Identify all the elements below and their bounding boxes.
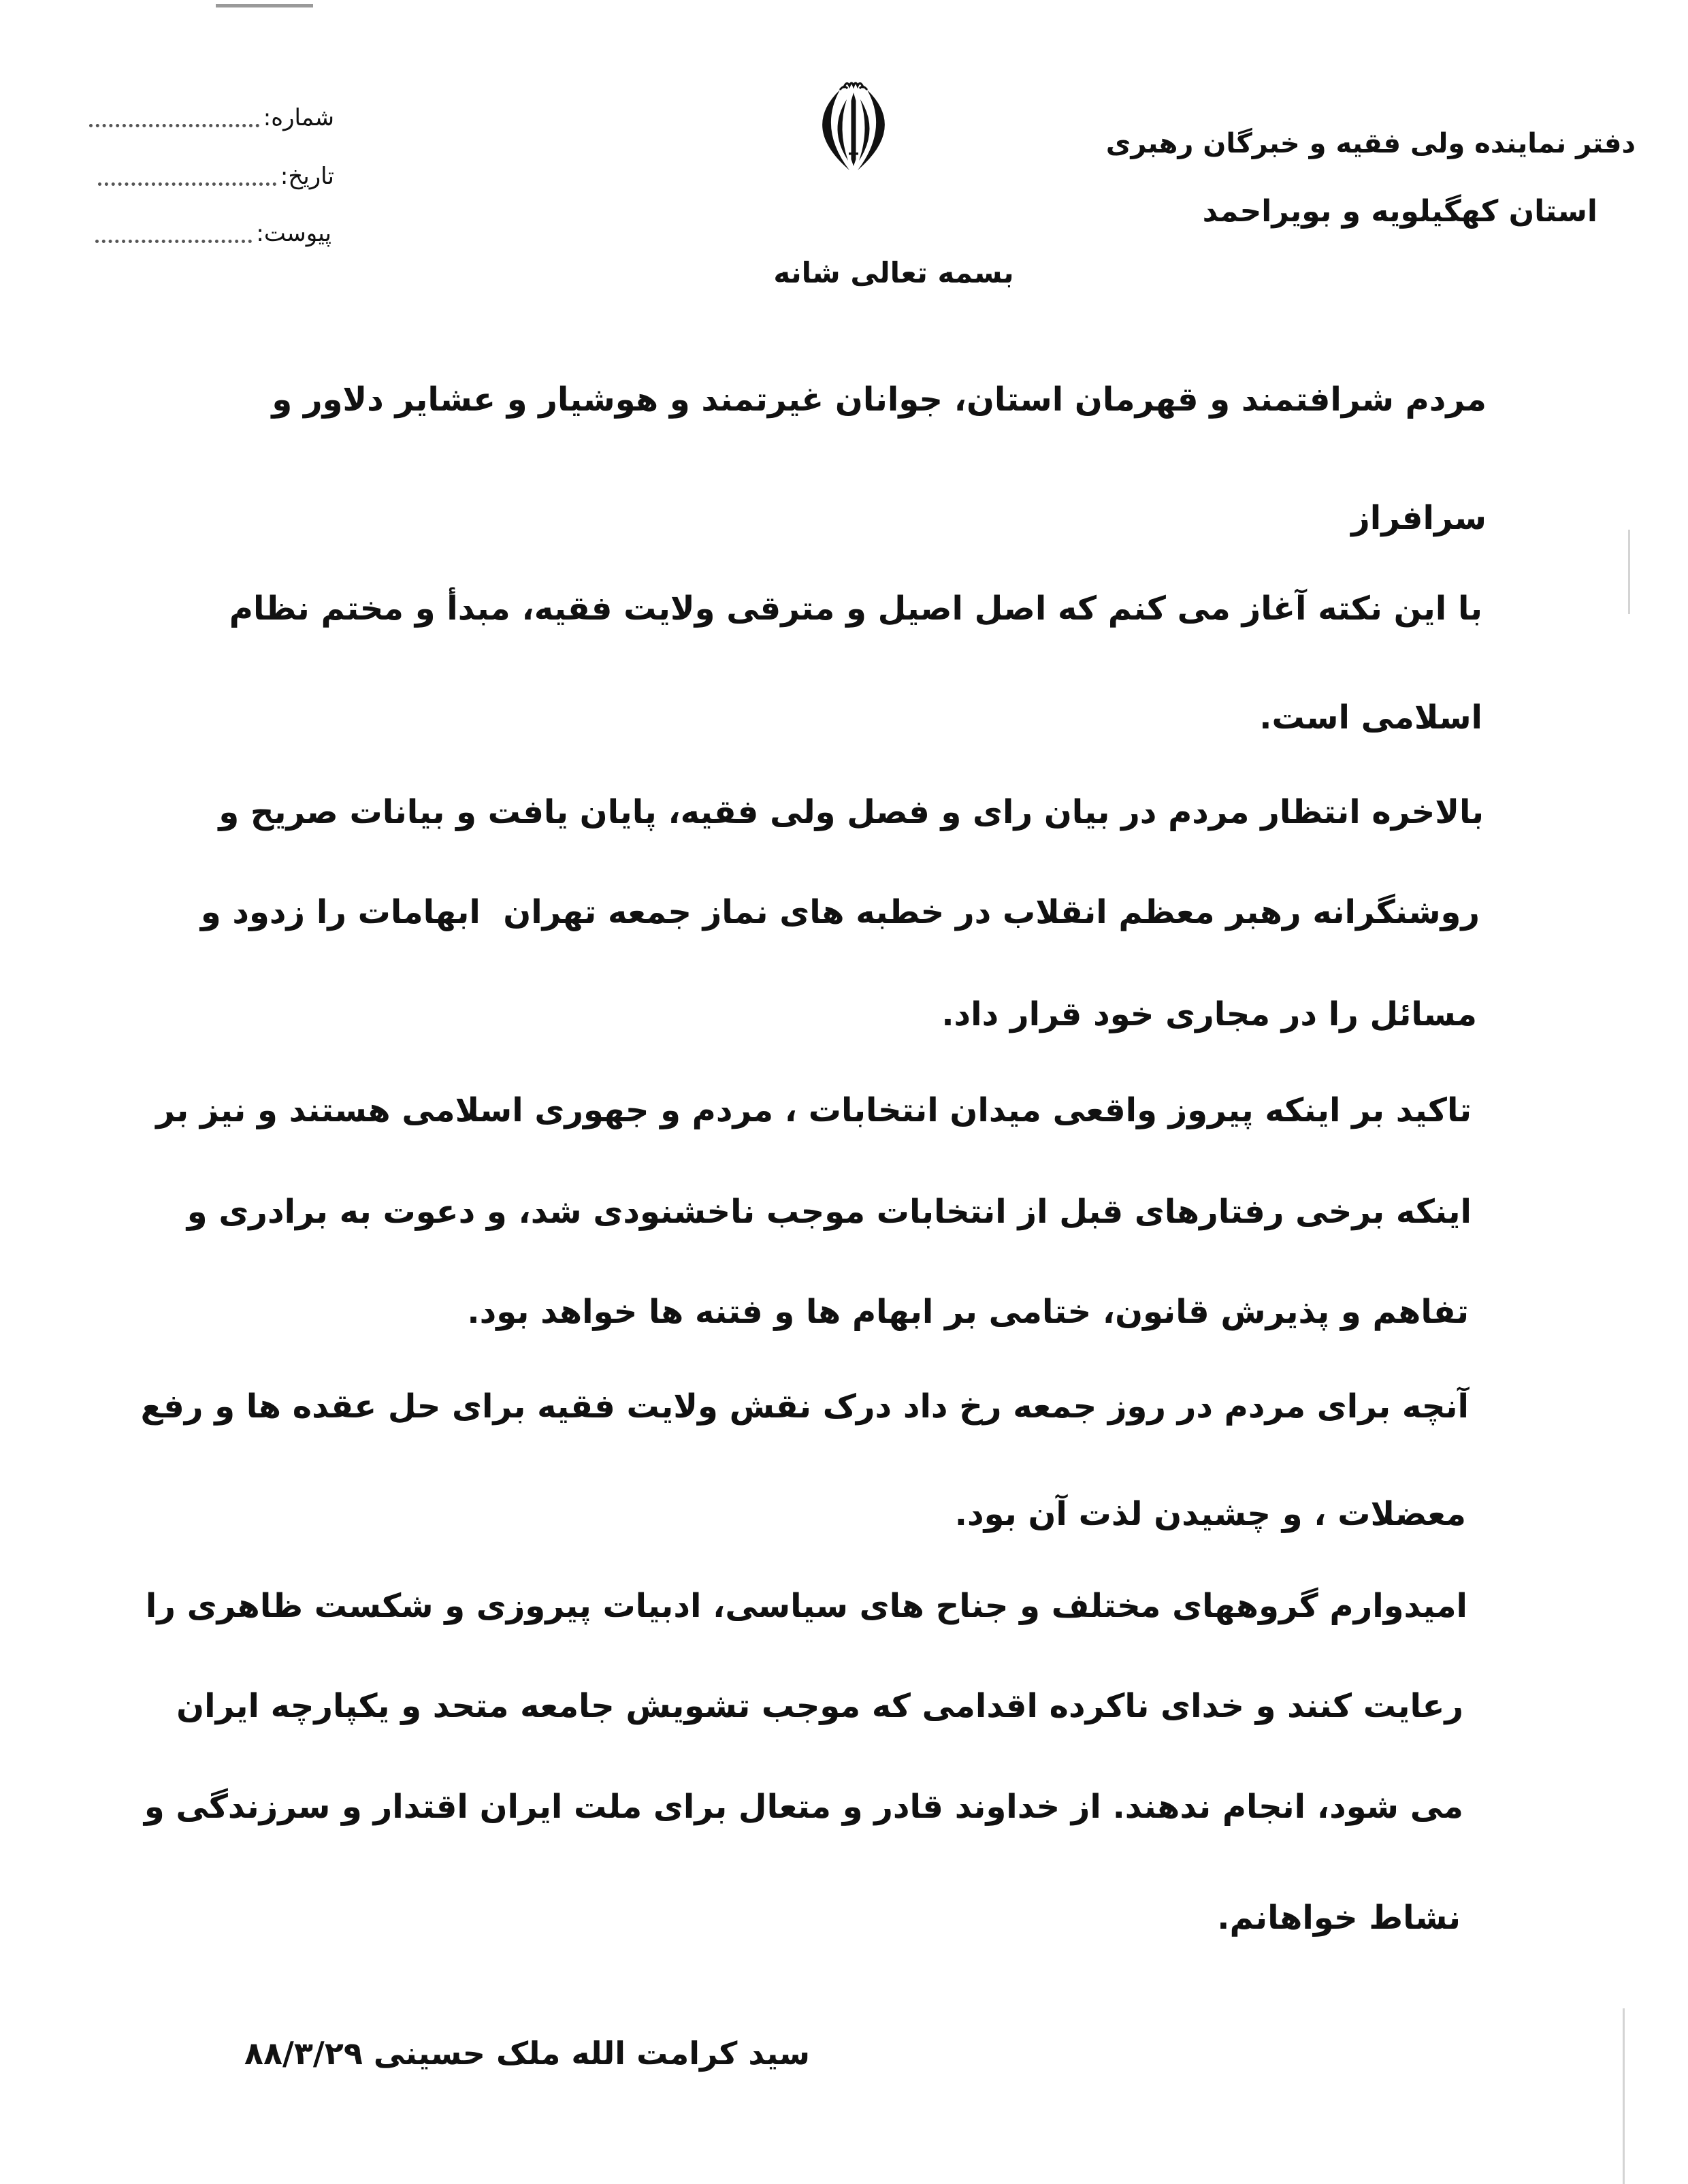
attachment-dotted-line	[95, 240, 252, 243]
paragraph-line: اینکه برخی رفتارهای قبل از انتخابات موجب ناخشنودی شد، و دعوت به برادری و	[186, 1193, 1472, 1231]
scan-artifact	[1623, 2008, 1625, 2184]
province-name: استان کهگیلویه و بویراحمد	[1202, 194, 1597, 229]
paragraph-line: بالاخره انتظار مردم در بیان رای و فصل ولی فقیه، پایان یافت و بیانات صریح و	[218, 793, 1484, 831]
salutation-line: مردم شرافتمند و قهرمان استان، جوانان غیرتمند و هوشیار و عشایر دلاور و	[272, 381, 1487, 419]
scan-artifact	[216, 4, 313, 7]
number-field	[89, 100, 334, 135]
paragraph-line: نشاط خواهانم.	[1217, 1899, 1461, 1937]
salutation-line: سرافراز	[1351, 499, 1487, 537]
signature-line: سید کرامت الله ملک حسینی ۸۸/۳/۲۹	[244, 2035, 810, 2072]
date-field	[98, 159, 334, 194]
number-label: شماره:	[263, 104, 334, 131]
date-dotted-line	[98, 182, 276, 186]
paragraph-line: می شود، انجام ندهند. از خداوند قادر و متعال برای ملت ایران اقتدار و سرزندگی و	[144, 1788, 1463, 1826]
paragraph-line: تاکید بر اینکه پیروز واقعی میدان انتخابات ، مردم و جهوری اسلامی هستند و نیز بر	[156, 1091, 1472, 1129]
paragraph-line: روشنگرانه رهبر معظم انقلاب در خطبه های نماز جمعه تهران ابهامات را زدود و	[200, 893, 1480, 931]
paragraph-line: اسلامی است.	[1259, 698, 1482, 737]
paragraph-line: آنچه برای مردم در روز جمعه رخ داد درک نقش ولایت فقیه برای حل عقده ها و رفع	[140, 1387, 1469, 1426]
attachment-label: پیوست:	[256, 220, 331, 247]
paragraph-line: رعایت کنند و خدای ناکرده اقدامی که موجب تشویش جامعه متحد و یکپارچه ایران	[176, 1687, 1463, 1725]
invocation-heading: بسمه تعالی شانه	[773, 256, 1014, 289]
paragraph-line: معضلات ، و چشیدن لذت آن بود.	[954, 1495, 1466, 1533]
paragraph-line: با این نکته آغاز می کنم که اصل اصیل و مترقی ولایت فقیه، مبدأ و مختم نظام	[229, 590, 1482, 628]
iran-emblem-icon	[810, 79, 897, 174]
paragraph-line: تفاهم و پذیرش قانون، ختامی بر ابهام ها و فتنه ها خواهد بود.	[467, 1293, 1469, 1331]
paragraph-line: مسائل را در مجاری خود قرار داد.	[941, 995, 1477, 1033]
date-label: تاریخ:	[280, 163, 334, 190]
paragraph-line: امیدوارم گروههای مختلف و جناح های سیاسی، ادبیات پیروزی و شکست ظاهری را	[145, 1587, 1467, 1625]
number-dotted-line	[89, 124, 259, 127]
office-name: دفتر نماینده ولی فقیه و خبرگان رهبری	[1105, 128, 1636, 159]
attachment-field	[95, 216, 331, 251]
scan-artifact	[1628, 530, 1630, 614]
